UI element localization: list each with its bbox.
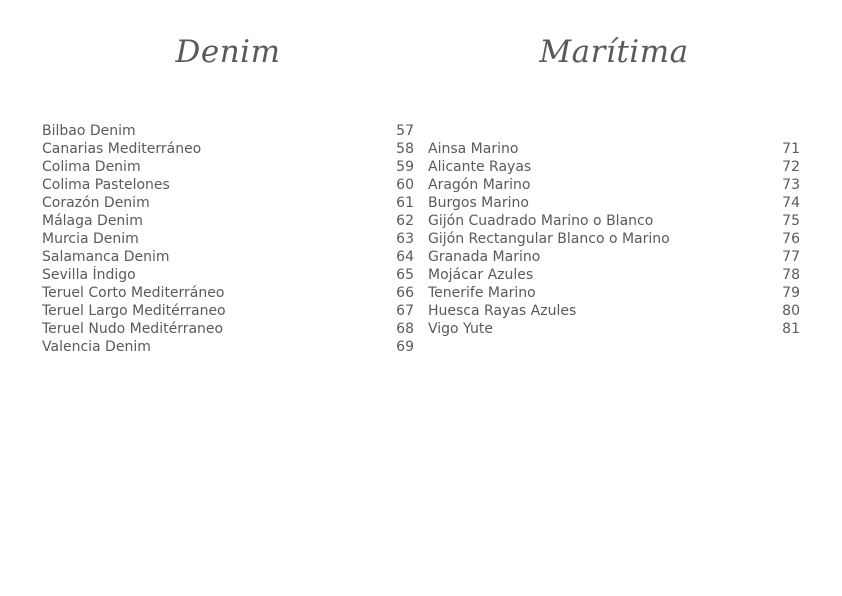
entry-name: Málaga Denim [42, 213, 143, 229]
entry-name: Canarias Mediterráneo [42, 141, 202, 157]
denim-title: Denim [175, 34, 281, 70]
entry-page-number: 80 [782, 303, 800, 319]
list-item [42, 122, 414, 140]
list-item [42, 230, 414, 248]
entry-page-number: 65 [396, 267, 414, 283]
list-item [428, 230, 800, 248]
list-item [428, 212, 800, 230]
maritima-entry-list [428, 140, 800, 338]
list-item [42, 176, 414, 194]
entry-name: Valencia Denim [42, 339, 151, 355]
entry-name: Teruel Nudo Meditérraneo [42, 321, 224, 337]
entry-page-number: 79 [782, 285, 800, 301]
entry-name: Bilbao Denim [42, 123, 136, 139]
entry-name: Burgos Marino [428, 195, 529, 211]
entry-page-number: 77 [782, 249, 800, 265]
entry-name: Colima Pastelones [42, 177, 170, 193]
list-item [428, 158, 800, 176]
entry-page-number: 78 [782, 267, 800, 283]
entry-page-number: 61 [396, 195, 414, 211]
entry-name: Gijón Cuadrado Marino o Blanco [428, 213, 654, 229]
entry-page-number: 69 [396, 339, 414, 355]
entry-name: Murcia Denim [42, 231, 139, 247]
list-item [42, 266, 414, 284]
list-item [42, 158, 414, 176]
entry-page-number: 59 [396, 159, 414, 175]
entry-name: Sevilla Índigo [42, 267, 136, 283]
maritima-title: Marítima [539, 34, 689, 70]
list-item [42, 140, 414, 158]
entry-page-number: 71 [782, 141, 800, 157]
denim-entry-list [42, 122, 414, 356]
entry-page-number: 62 [396, 213, 414, 229]
list-item [428, 266, 800, 284]
entry-name: Gijón Rectangular Blanco o Marino [428, 231, 670, 247]
entry-page-number: 74 [782, 195, 800, 211]
entry-page-number: 57 [396, 123, 414, 139]
entry-name: Teruel Largo Meditérraneo [42, 303, 226, 319]
list-item [42, 302, 414, 320]
entry-name: Colima Denim [42, 159, 141, 175]
entry-name: Alicante Rayas [428, 159, 532, 175]
entry-page-number: 73 [782, 177, 800, 193]
entry-name: Huesca Rayas Azules [428, 303, 577, 319]
entry-name: Ainsa Marino [428, 141, 519, 157]
list-item [42, 284, 414, 302]
list-item [428, 320, 800, 338]
entry-name: Salamanca Denim [42, 249, 170, 265]
list-item [428, 194, 800, 212]
entry-page-number: 76 [782, 231, 800, 247]
entry-page-number: 75 [782, 213, 800, 229]
entry-page-number: 68 [396, 321, 414, 337]
list-item [42, 338, 414, 356]
list-item [428, 140, 800, 158]
entry-name: Aragón Marino [428, 177, 531, 193]
list-item [42, 320, 414, 338]
entry-page-number: 60 [396, 177, 414, 193]
entry-page-number: 63 [396, 231, 414, 247]
entry-page-number: 72 [782, 159, 800, 175]
list-item [428, 284, 800, 302]
list-item [42, 248, 414, 266]
list-item [42, 194, 414, 212]
entry-page-number: 64 [396, 249, 414, 265]
entry-page-number: 58 [396, 141, 414, 157]
entry-name: Corazón Denim [42, 195, 150, 211]
entry-page-number: 67 [396, 303, 414, 319]
list-item [428, 176, 800, 194]
entry-name: Teruel Corto Mediterráneo [42, 285, 225, 301]
list-item [42, 212, 414, 230]
entry-name: Vigo Yute [428, 321, 493, 337]
entry-name: Granada Marino [428, 249, 541, 265]
entry-name: Mojácar Azules [428, 267, 534, 283]
entry-name: Tenerife Marino [428, 285, 536, 301]
entry-page-number: 81 [782, 321, 800, 337]
entry-page-number: 66 [396, 285, 414, 301]
list-item [428, 302, 800, 320]
list-item [428, 248, 800, 266]
